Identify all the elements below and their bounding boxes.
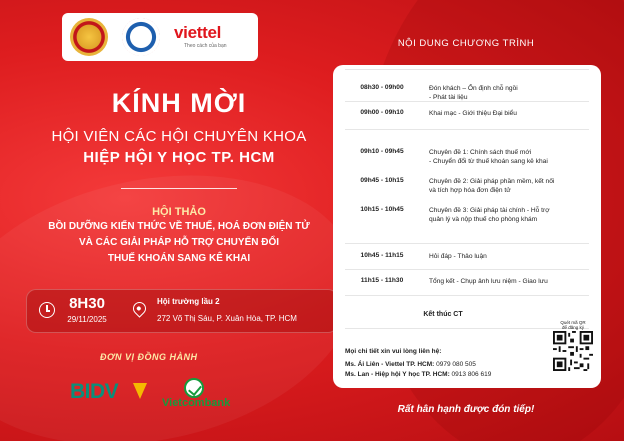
schedule-item-description: Đón khách – Ổn định chỗ ngồi - Phát tài liệu — [429, 85, 518, 101]
divider — [121, 188, 237, 189]
schedule-item-time: 09h00 - 09h10 — [360, 109, 404, 116]
invitation-title: KÍNH MỜI — [111, 88, 247, 118]
national-emblem-icon — [70, 18, 108, 56]
schedule-item-time: 09h10 - 09h45 — [360, 148, 404, 155]
contact-1-name: Ms. Ái Liên - Viettel TP. HCM: — [345, 361, 435, 368]
bidv-mark-icon — [133, 383, 147, 399]
viettel-logo — [174, 25, 227, 49]
contact-2-name: Ms. Lan - Hiệp hội Y học TP. HCM: — [345, 371, 450, 378]
vietcombank-logo: Vietcombank — [162, 397, 231, 409]
bidv-logo: BIDV — [70, 380, 119, 403]
schedule-item-time: 10h45 - 11h15 — [360, 252, 404, 259]
logo-strip — [62, 13, 258, 61]
invitee-line-1: HỘI VIÊN CÁC HỘI CHUYÊN KHOA — [51, 128, 307, 145]
event-hall: Hội trường lầu 2 — [157, 297, 220, 306]
event-date: 29/11/2025 — [67, 315, 107, 324]
contact-title-text: Mọi chi tiết xin vui lòng liên hệ: — [345, 348, 442, 355]
schedule-card — [333, 65, 601, 388]
schedule-title: NỘI DUNG CHƯƠNG TRÌNH — [397, 38, 535, 49]
event-title-line-3: THUẾ KHOÁN SANG KÊ KHAI — [107, 253, 251, 264]
event-info-box — [26, 289, 338, 333]
separator — [345, 295, 589, 296]
separator — [345, 269, 589, 270]
event-label: HỘI THẢO — [152, 206, 206, 218]
contact-1-phone: 0979 080 505 — [436, 361, 476, 368]
event-time: 8H30 — [69, 295, 105, 312]
contact-title — [345, 348, 441, 355]
medical-association-logo-icon — [122, 18, 160, 56]
separator — [345, 101, 589, 102]
schedule-item-time: 11h15 - 11h30 — [360, 277, 404, 284]
schedule-item-time: 08h30 - 09h00 — [360, 84, 404, 91]
vietcombank-mark-icon — [184, 378, 204, 398]
schedule-item-description: Hỏi đáp - Thảo luận — [429, 253, 487, 260]
schedule-item-description: Chuyên đề 1: Chính sách thuế mới - Chuyển đổi từ thuế khoán sang kê khai — [429, 149, 548, 165]
registration-qr-code[interactable] — [553, 331, 593, 371]
schedule-item-description: Tổng kết - Chụp ảnh lưu niệm - Giao lưu — [429, 278, 548, 285]
viettel-name: viettel — [174, 23, 222, 42]
location-pin-icon — [130, 299, 148, 317]
separator — [345, 129, 589, 130]
schedule-end: Kết thúc CT — [423, 311, 463, 318]
schedule-item-time: 10h15 - 10h45 — [360, 206, 404, 213]
event-title-line-2: VÀ CÁC GIẢI PHÁP HỖ TRỢ CHUYỂN ĐỔI — [78, 237, 280, 248]
sponsor-logos — [70, 380, 270, 420]
separator — [345, 69, 589, 70]
schedule-item-description: Chuyên đề 2: Giải pháp phần mềm, kết nối và tích hợp hóa đơn điện tử — [429, 178, 555, 194]
event-address: 272 Võ Thị Sáu, P. Xuân Hòa, TP. HCM — [157, 314, 297, 323]
separator — [345, 243, 589, 244]
invitee-line-2: HIỆP HỘI Y HỌC TP. HCM — [83, 149, 275, 166]
schedule-item-description: Chuyên đề 3: Giải pháp tài chính - Hỗ trợ quản lý và nộp thuế cho phòng khám — [429, 207, 550, 223]
contact-2 — [345, 371, 491, 378]
contact-2-phone: 0913 806 619 — [451, 371, 492, 378]
schedule-item-description: Khai mạc - Giới thiệu Đại biểu — [429, 110, 517, 117]
sponsors-label: ĐƠN VỊ ĐỒNG HÀNH — [100, 352, 198, 362]
thank-you-message: Rất hân hạnh được đón tiếp! — [397, 404, 535, 415]
qr-caption: Quét mã QR để đăng ký — [560, 320, 586, 330]
schedule-item-time: 09h45 - 10h15 — [360, 177, 404, 184]
contact-1 — [345, 361, 476, 368]
clock-icon — [39, 302, 55, 318]
viettel-tagline: Theo cách của bạn — [184, 43, 227, 49]
event-title-line-1: BỒI DƯỠNG KIẾN THỨC VỀ THUẾ, HOÁ ĐƠN ĐIỆN TỬ — [48, 221, 310, 232]
